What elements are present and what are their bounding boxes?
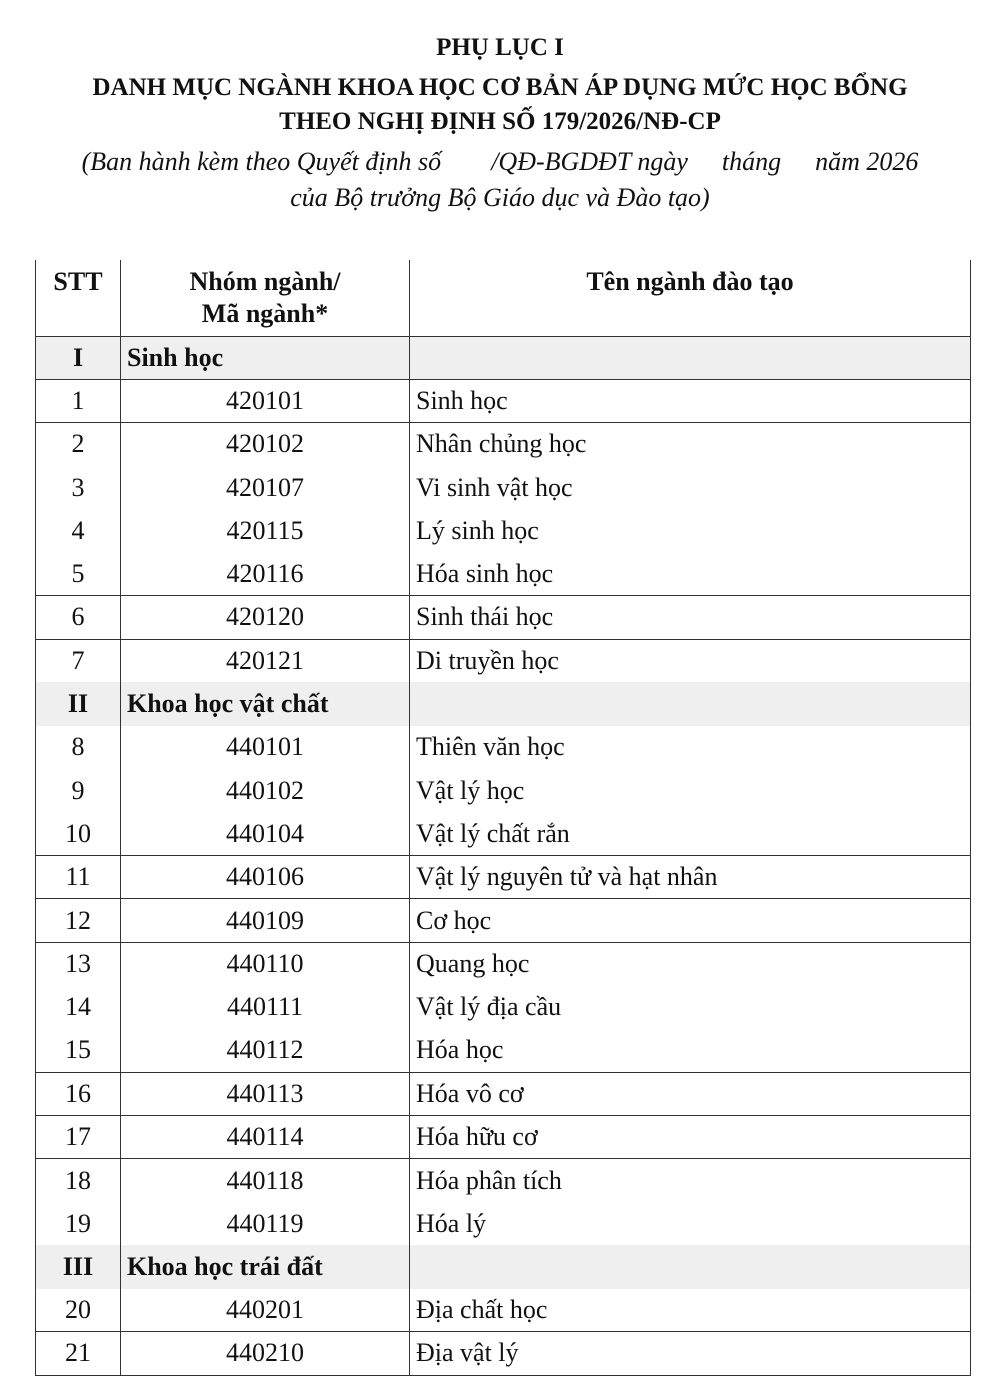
row-code: 440104 (121, 812, 410, 855)
row-code: 440106 (121, 856, 410, 899)
table-row (36, 1115, 971, 1158)
table-row (36, 1289, 971, 1332)
table-row (36, 509, 971, 552)
row-code: 440112 (121, 1029, 410, 1072)
row-code: 440113 (121, 1072, 410, 1115)
row-stt: 14 (36, 985, 121, 1028)
table-row (36, 1029, 971, 1072)
document-heading-decree: THEO NGHỊ ĐỊNH SỐ 179/2026/NĐ-CP (279, 108, 721, 135)
table-row (36, 1202, 971, 1245)
row-code: 440109 (121, 899, 410, 942)
row-major-name: Hóa vô cơ (410, 1072, 971, 1115)
row-major-name: Sinh thái học (410, 596, 971, 639)
document-heading: DANH MỤC NGÀNH KHOA HỌC CƠ BẢN ÁP DỤNG MỨC HỌC BỔNG (92, 74, 908, 101)
row-stt: 4 (36, 509, 121, 552)
row-code: 420121 (121, 639, 410, 682)
header-group-line: Nhóm ngành/ (189, 267, 341, 296)
row-major-name: Quang học (410, 942, 971, 985)
row-major-name: Địa chất học (410, 1289, 971, 1332)
row-major-name: Hóa phân tích (410, 1159, 971, 1202)
table-row (36, 596, 971, 639)
table-row (36, 466, 971, 509)
row-code: 420102 (121, 423, 410, 466)
row-stt: 16 (36, 1072, 121, 1115)
row-code: 420107 (121, 466, 410, 509)
row-code: 420101 (121, 379, 410, 422)
row-code: 420115 (121, 509, 410, 552)
row-major-name: Vật lý chất rắn (410, 812, 971, 855)
row-major-name: Lý sinh học (410, 509, 971, 552)
table-row (36, 552, 971, 595)
row-stt: 3 (36, 466, 121, 509)
row-major-name: Vật lý địa cầu (410, 985, 971, 1028)
row-code: 420116 (121, 552, 410, 595)
table-row (36, 985, 971, 1028)
row-major-name: Vi sinh vật học (410, 466, 971, 509)
issuance-note (0, 146, 1000, 178)
header-code-line: Mã ngành* (201, 299, 329, 328)
appendix-title: PHỤ LỤC I (436, 34, 564, 61)
group-number: I (36, 336, 121, 379)
row-code: 440118 (121, 1159, 410, 1202)
row-code: 440210 (121, 1332, 410, 1375)
row-major-name: Vật lý nguyên tử và hạt nhân (410, 856, 971, 899)
issuance-note-part: /QĐ-BGDĐT ngày (491, 147, 688, 176)
row-major-name: Hóa lý (410, 1202, 971, 1245)
row-major-name: Nhân chủng học (410, 423, 971, 466)
header-major-name: Tên ngành đào tạo (410, 260, 971, 336)
row-stt: 15 (36, 1029, 121, 1072)
group-label: Khoa học trái đất (121, 1245, 410, 1288)
table-row (36, 899, 971, 942)
issuance-authority: của Bộ trưởng Bộ Giáo dục và Đào tạo) (290, 183, 710, 212)
group-label: Khoa học vật chất (121, 682, 410, 725)
table-row (36, 1072, 971, 1115)
issuance-note-part: năm 2026 (815, 147, 919, 176)
group-label: Sinh học (121, 336, 410, 379)
row-major-name: Hóa sinh học (410, 552, 971, 595)
row-stt: 18 (36, 1159, 121, 1202)
row-code: 440201 (121, 1289, 410, 1332)
row-stt: 9 (36, 769, 121, 812)
table-row (36, 423, 971, 466)
row-major-name: Địa vật lý (410, 1332, 971, 1375)
row-major-name: Di truyền học (410, 639, 971, 682)
row-stt: 10 (36, 812, 121, 855)
table-header-row (36, 260, 971, 336)
row-stt: 5 (36, 552, 121, 595)
group-row (36, 336, 971, 379)
header-group-code (121, 260, 410, 336)
group-row (36, 1245, 971, 1288)
row-code: 440114 (121, 1115, 410, 1158)
row-code: 420120 (121, 596, 410, 639)
table-row (36, 769, 971, 812)
table-row (36, 726, 971, 769)
row-stt: 21 (36, 1332, 121, 1375)
header-stt: STT (36, 260, 121, 336)
row-stt: 20 (36, 1289, 121, 1332)
issuance-note-part: (Ban hành kèm theo Quyết định số (81, 147, 442, 176)
row-code: 440111 (121, 985, 410, 1028)
row-stt: 6 (36, 596, 121, 639)
row-stt: 13 (36, 942, 121, 985)
row-stt: 17 (36, 1115, 121, 1158)
table-row (36, 856, 971, 899)
table-row (36, 942, 971, 985)
row-stt: 11 (36, 856, 121, 899)
group-number: III (36, 1245, 121, 1288)
row-stt: 12 (36, 899, 121, 942)
group-number: II (36, 682, 121, 725)
row-stt: 2 (36, 423, 121, 466)
table-row (36, 812, 971, 855)
table-row (36, 379, 971, 422)
table-row (36, 1332, 971, 1375)
row-code: 440119 (121, 1202, 410, 1245)
table-row (36, 639, 971, 682)
row-major-name: Vật lý học (410, 769, 971, 812)
group-row (36, 682, 971, 725)
row-code: 440102 (121, 769, 410, 812)
table-row (36, 1159, 971, 1202)
row-code: 440101 (121, 726, 410, 769)
row-stt: 19 (36, 1202, 121, 1245)
row-code: 440110 (121, 942, 410, 985)
row-stt: 8 (36, 726, 121, 769)
row-stt: 1 (36, 379, 121, 422)
row-stt: 7 (36, 639, 121, 682)
issuance-note-part: tháng (721, 147, 782, 176)
row-major-name: Sinh học (410, 379, 971, 422)
row-major-name: Cơ học (410, 899, 971, 942)
row-major-name: Thiên văn học (410, 726, 971, 769)
row-major-name: Hóa học (410, 1029, 971, 1072)
majors-table (35, 260, 971, 1376)
row-major-name: Hóa hữu cơ (410, 1115, 971, 1158)
